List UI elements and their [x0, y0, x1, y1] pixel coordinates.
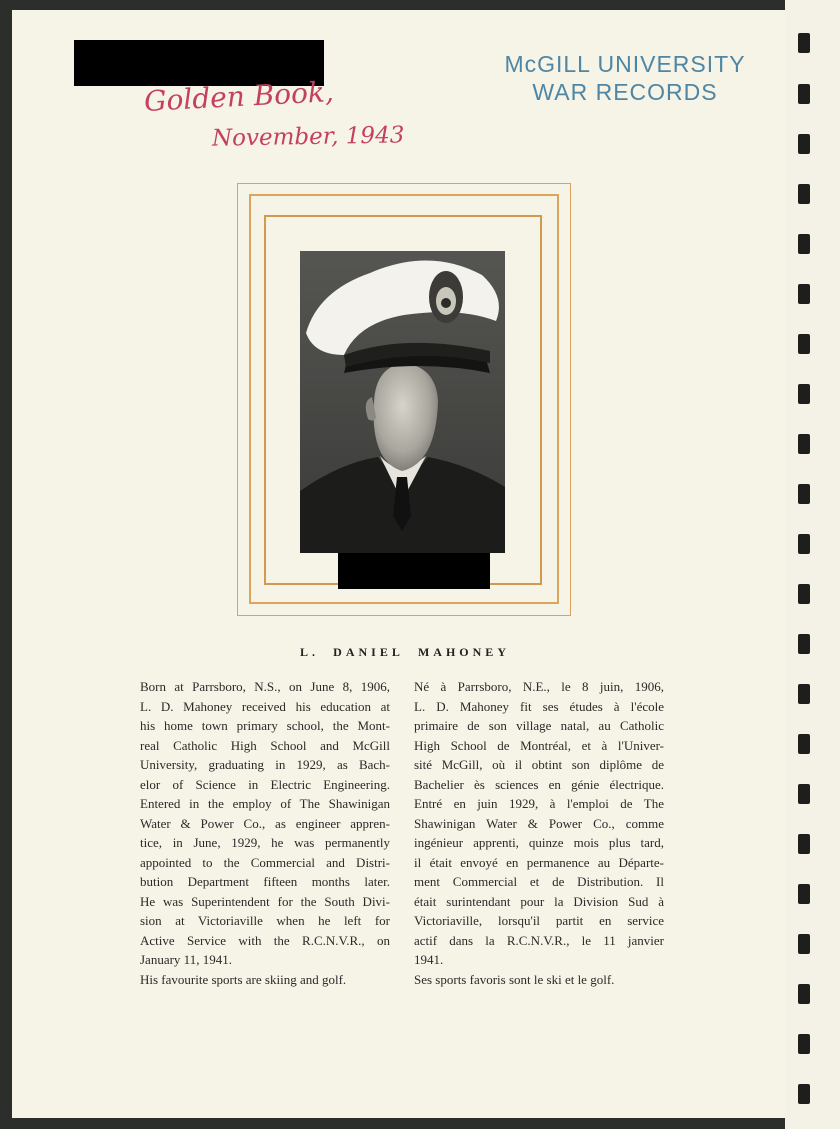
binding-hole	[798, 284, 810, 304]
text-line: Victoriaville, lorsqu'il partit en service	[414, 913, 664, 928]
binding-hole	[798, 734, 810, 754]
binding-hole	[798, 334, 810, 354]
handwritten-note-line-1: Golden Book,	[143, 75, 335, 118]
text-line: tice, in June, 1929, he was permanently	[140, 835, 390, 850]
text-line: sité McGill, où il obtint son diplôme de	[414, 757, 664, 772]
text-line: appointed to the Commercial and Distri-	[140, 854, 390, 870]
text-line: primaire de son village natal, au Catholic	[414, 718, 664, 733]
binding-hole	[798, 834, 810, 854]
text-line: L. D. Mahoney received his education at	[140, 698, 390, 714]
text-line: sion at Victoriaville when he left for	[140, 913, 390, 928]
binding-hole	[798, 684, 810, 704]
binding-hole	[798, 634, 810, 654]
binding-hole	[798, 534, 810, 554]
text-line: High School de Montréal, et à l'Univer-	[414, 737, 664, 753]
binding-hole	[798, 784, 810, 804]
text-line: Active Service with the R.C.N.V.R., on	[140, 932, 390, 948]
binding-hole	[798, 33, 810, 53]
text-line: Water & Power Co., as engineer appren-	[140, 815, 390, 831]
text-line: Entered in the employ of The Shawinigan	[140, 796, 390, 811]
binding-hole	[798, 1084, 810, 1104]
binding-hole	[798, 934, 810, 954]
binding-hole	[798, 234, 810, 254]
text-line: L. D. Mahoney fit ses études à l'école	[414, 698, 664, 714]
binding-hole	[798, 584, 810, 604]
text-line: Ses sports favoris sont le ski et le golf.	[414, 971, 615, 987]
text-line: Born at Parrsboro, N.S., on June 8, 1906,	[140, 679, 390, 694]
text-line: ingénieur apprenti, quinze mois plus tard,	[414, 835, 664, 850]
archive-stamp	[470, 50, 780, 106]
text-line: Bachelier ès sciences en génie électrique.	[414, 776, 664, 792]
text-line: était surintendant pour la Division Sud à	[414, 893, 664, 909]
text-line: bution Department fifteen months later.	[140, 874, 390, 889]
biography-french	[414, 677, 664, 989]
stamp-line-1: McGILL UNIVERSITY	[504, 51, 746, 77]
name-last: MAHONEY	[417, 645, 510, 659]
text-line: Né à Parrsboro, N.E., le 8 juin, 1906,	[414, 679, 664, 694]
handwritten-note-line-2: November, 1943	[211, 122, 405, 152]
binding-hole	[798, 184, 810, 204]
binding-hole	[798, 134, 810, 154]
text-line: 1941.	[414, 952, 444, 967]
name-first: DANIEL	[333, 645, 404, 659]
binding-hole	[798, 884, 810, 904]
biography-english	[140, 677, 390, 989]
text-line: his home town primary school, the Mont-	[140, 718, 390, 733]
binding-hole	[798, 434, 810, 454]
text-line: He was Superintendent for the South Divi-	[140, 893, 390, 909]
portrait-illustration	[300, 251, 505, 553]
stamp-line-2: WAR RECORDS	[532, 79, 718, 105]
binding-hole	[798, 484, 810, 504]
text-line: Entré en juin 1929, à l'emploi de The	[414, 796, 664, 811]
text-line: actif dans la R.C.N.V.R., le 11 janvier	[414, 932, 664, 948]
text-line: real Catholic High School and McGill	[140, 737, 390, 753]
binding-hole	[798, 384, 810, 404]
text-line: il était envoyé en permanence au Départe-	[414, 854, 664, 870]
spiral-binding	[785, 0, 840, 1129]
text-line: January 11, 1941.	[140, 952, 232, 967]
portrait-photo	[300, 251, 505, 553]
redaction-bar	[338, 553, 490, 589]
text-line: elor of Science in Electric Engineering.	[140, 776, 390, 792]
text-line: His favourite sports are skiing and golf.	[140, 971, 347, 987]
text-line: ment Commercial et de Distribution. Il	[414, 874, 664, 889]
binding-hole	[798, 1034, 810, 1054]
text-line: Shawinigan Water & Power Co., comme	[414, 815, 664, 831]
name-initial: L.	[300, 645, 320, 659]
text-line: University, graduating in 1929, as Bach-	[140, 757, 390, 772]
person-name	[300, 645, 510, 660]
binding-hole	[798, 84, 810, 104]
binding-hole	[798, 984, 810, 1004]
